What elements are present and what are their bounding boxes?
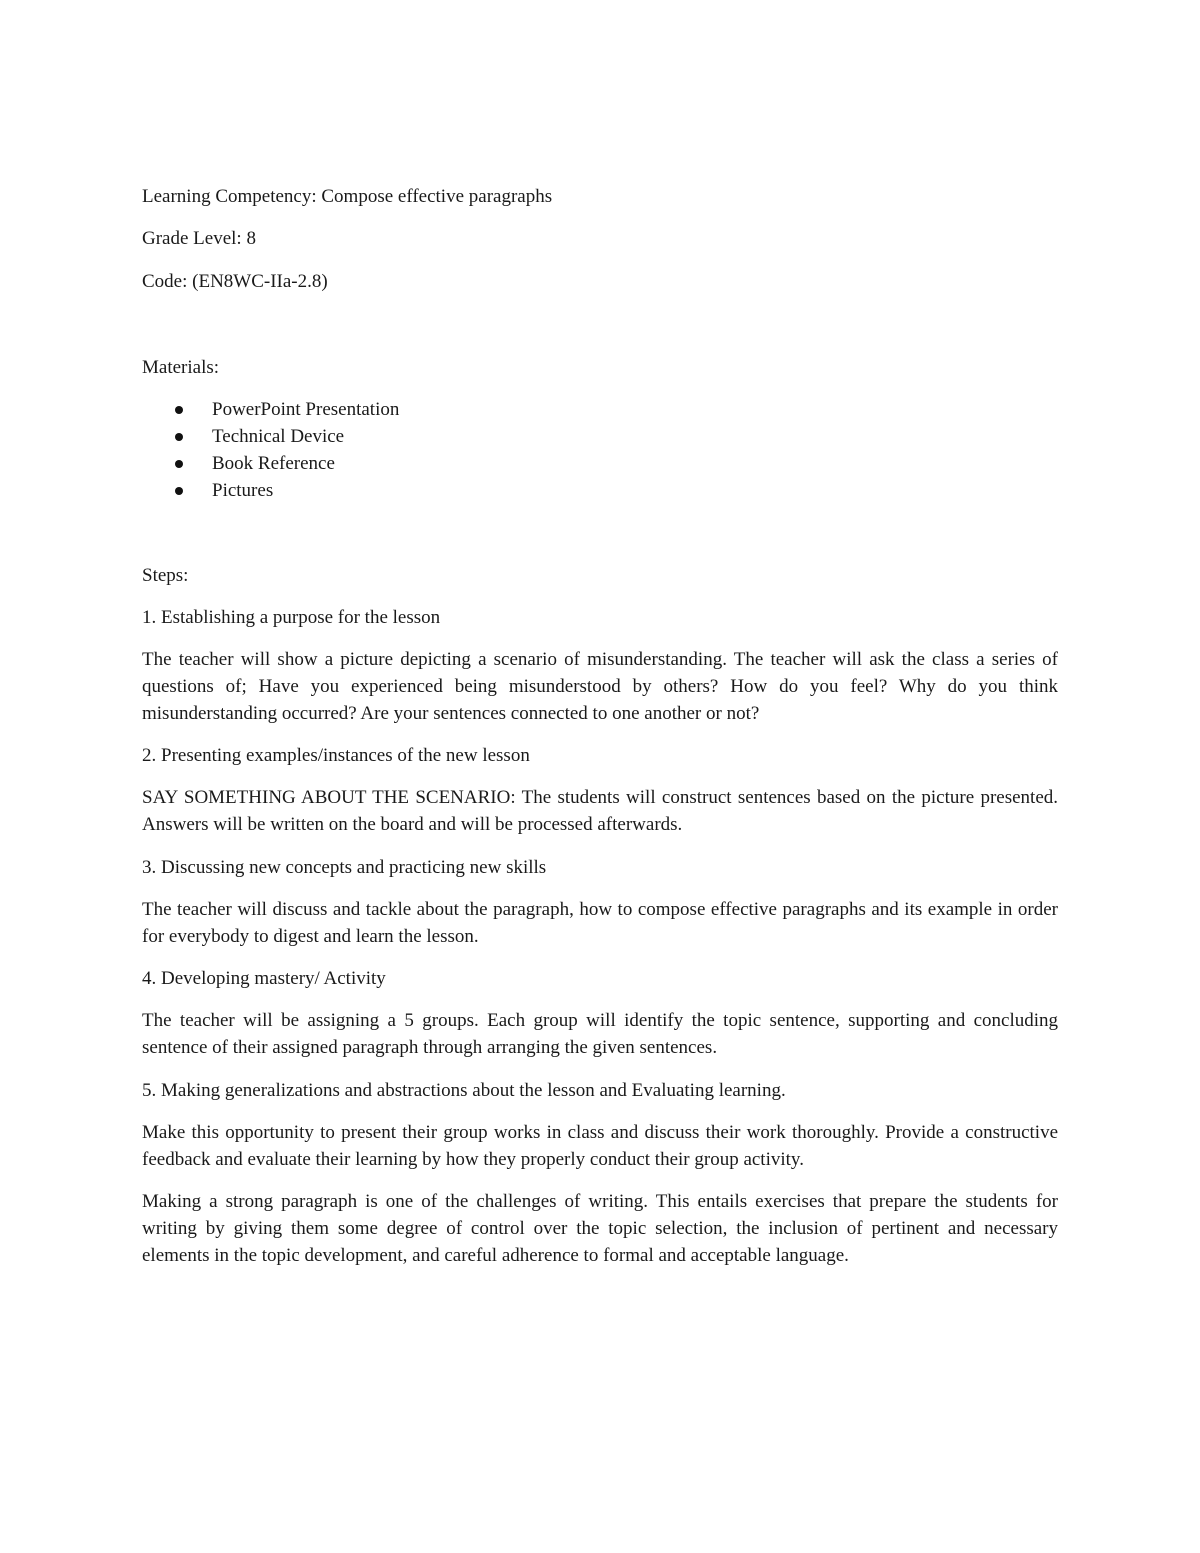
bullet-icon <box>175 487 183 495</box>
step-1-title: 1. Establishing a purpose for the lesson <box>142 607 441 628</box>
document-page <box>142 0 1058 1553</box>
grade-level: Grade Level: 8 <box>142 228 256 249</box>
step-2-title: 2. Presenting examples/instances of the new lesson <box>142 745 530 766</box>
list-item <box>142 477 399 504</box>
list-item <box>142 396 399 423</box>
step-5-body: Make this opportunity to present their group works in class and discuss their work thoroughly. Provide a constructive feedback and evaluate their learning by how they properly conduct their group activity. <box>142 1122 1058 1170</box>
list-item <box>142 450 399 477</box>
step-1-body: The teacher will show a picture depicting a scenario of misunderstanding. The teacher will ask the class a series of questions of; Have you experienced being misunderstood by others? How do you feel? Why do you think misunderstanding occurred? Are your sentences connected to one another or not? <box>142 649 1058 724</box>
bullet-icon <box>175 433 183 441</box>
materials-heading: Materials: <box>142 357 220 378</box>
list-item <box>142 423 399 450</box>
material-label: Book Reference <box>212 453 335 474</box>
step-4-body: The teacher will be assigning a 5 groups. Each group will identify the topic sentence, supporting and concluding sentence of their assigned paragraph through arranging the given sentences. <box>142 1010 1058 1058</box>
steps-heading: Steps: <box>142 565 189 586</box>
step-5-body-2: Making a strong paragraph is one of the challenges of writing. This entails exercises that prepare the students for writing by giving them some degree of control over the topic selection, the inclusion of pertinent and necessary elements in the topic development, and careful adherence to formal and acceptable language. <box>142 1191 1058 1266</box>
bullet-icon <box>175 406 183 414</box>
step-2-body: SAY SOMETHING ABOUT THE SCENARIO: The students will construct sentences based on the picture presented. Answers will be written on the board and will be processed afterwards. <box>142 787 1058 835</box>
material-label: Pictures <box>212 480 274 501</box>
materials-list <box>142 396 399 504</box>
step-3-body: The teacher will discuss and tackle about the paragraph, how to compose effective paragraphs and its example in order for everybody to digest and learn the lesson. <box>142 899 1058 947</box>
bullet-icon <box>175 460 183 468</box>
material-label: Technical Device <box>212 426 345 447</box>
code: Code: (EN8WC-IIa-2.8) <box>142 271 328 292</box>
learning-competency: Learning Competency: Compose effective paragraphs <box>142 186 553 207</box>
material-label: PowerPoint Presentation <box>212 399 400 420</box>
step-4-title: 4. Developing mastery/ Activity <box>142 968 386 989</box>
step-5-title: 5. Making generalizations and abstractions about the lesson and Evaluating learning. <box>142 1080 786 1101</box>
step-3-title: 3. Discussing new concepts and practicing new skills <box>142 857 547 878</box>
